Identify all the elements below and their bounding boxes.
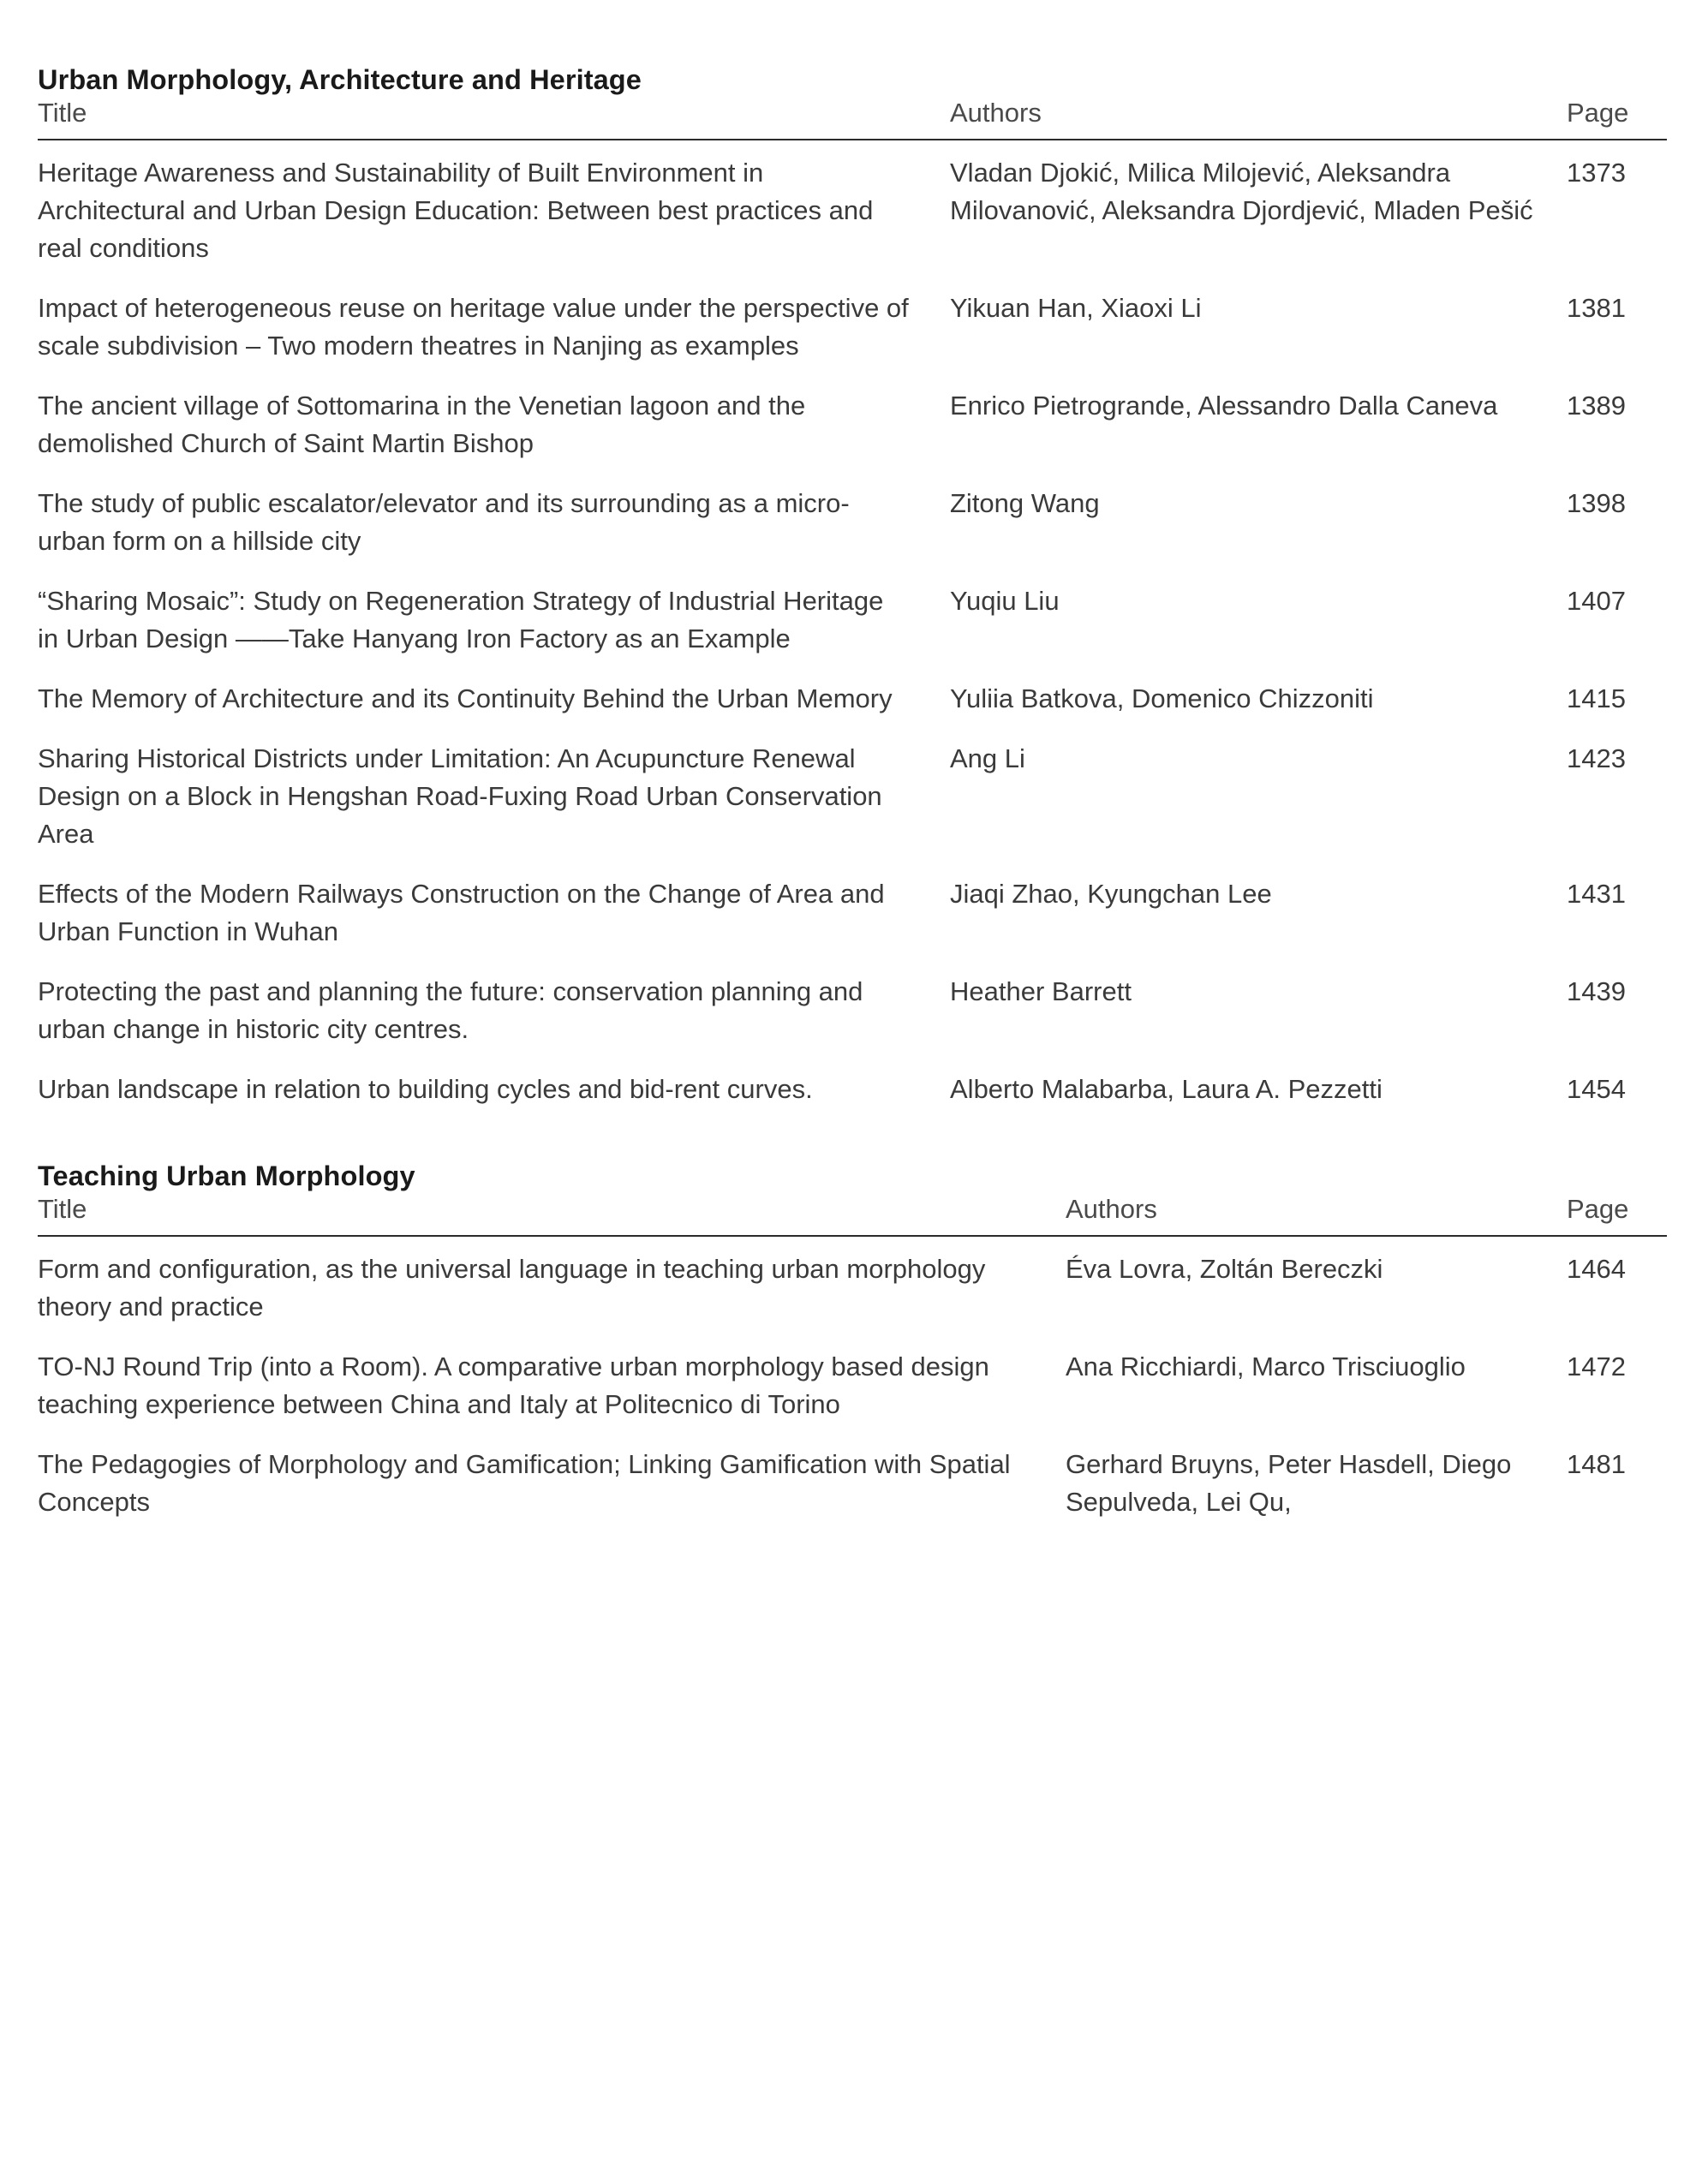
table-row[interactable]	[38, 730, 1667, 865]
table-row[interactable]	[38, 963, 1667, 1060]
table-row[interactable]	[38, 1435, 1667, 1533]
entry-page: 1431	[1567, 878, 1626, 909]
entry-page: 1464	[1567, 1253, 1626, 1284]
table-row[interactable]	[38, 279, 1667, 377]
entry-page: 1398	[1567, 487, 1626, 518]
entry-title[interactable]: Urban landscape in relation to building cycles and bid-rent curves.	[38, 1074, 813, 1105]
section-spacer	[38, 1120, 1667, 1160]
column-header-page: Page	[1567, 97, 1667, 140]
table-row[interactable]	[38, 865, 1667, 963]
entry-title[interactable]: Effects of the Modern Railways Construction on the Change of Area and Urban Function in Wuhan	[38, 878, 885, 946]
entry-title[interactable]: The ancient village of Sottomarina in the Venetian lagoon and the demolished Church of Saint Martin Bishop	[38, 390, 806, 458]
entry-authors: Ang Li	[950, 743, 1025, 773]
entry-title[interactable]: The Memory of Architecture and its Continuity Behind the Urban Memory	[38, 683, 893, 713]
entry-page: 1389	[1567, 390, 1626, 421]
entry-page: 1481	[1567, 1448, 1626, 1479]
entry-page: 1454	[1567, 1074, 1626, 1105]
entry-page: 1423	[1567, 743, 1626, 773]
column-header-authors: Authors	[1066, 1193, 1567, 1236]
entry-authors: Jiaqi Zhao, Kyungchan Lee	[950, 878, 1272, 909]
table-row[interactable]	[38, 670, 1667, 730]
entry-authors: Heather Barrett	[950, 976, 1132, 1007]
entry-authors: Ana Ricchiardi, Marco Trisciuoglio	[1066, 1351, 1466, 1381]
section-urban-morphology-architecture-and-heritage	[38, 0, 1667, 1120]
column-header-title: Title	[38, 1193, 1066, 1236]
column-header-authors: Authors	[950, 97, 1567, 140]
entry-title[interactable]: The Pedagogies of Morphology and Gamification; Linking Gamification with Spatial Concepts	[38, 1448, 1011, 1517]
table-row[interactable]	[38, 572, 1667, 670]
toc-table-section-2	[38, 1193, 1667, 1533]
entry-authors: Yuqiu Liu	[950, 585, 1060, 616]
entry-title[interactable]: Sharing Historical Districts under Limitation: An Acupuncture Renewal Design on a Block in Hengshan Road-Fuxing Road Urban Conservation Area	[38, 743, 882, 849]
table-row[interactable]	[38, 377, 1667, 474]
table-row[interactable]	[38, 140, 1667, 279]
entry-page: 1415	[1567, 683, 1626, 713]
table-row[interactable]	[38, 474, 1667, 572]
entry-title[interactable]: Form and configuration, as the universal language in teaching urban morphology theory and practice	[38, 1253, 986, 1322]
section-heading: Urban Morphology, Architecture and Heritage	[38, 64, 642, 95]
entry-authors: Zitong Wang	[950, 487, 1100, 518]
table-row[interactable]	[38, 1338, 1667, 1435]
entry-title[interactable]: The study of public escalator/elevator and its surrounding as a micro-urban form on a hillside city	[38, 487, 850, 556]
entry-authors: Alberto Malabarba, Laura A. Pezzetti	[950, 1074, 1383, 1105]
section-teaching-urban-morphology	[38, 1160, 1667, 1533]
entry-page: 1381	[1567, 292, 1626, 323]
entry-title[interactable]: Heritage Awareness and Sustainability of Built Environment in Architectural and Urban Design Education: Between best practices and real conditions	[38, 157, 874, 263]
entry-page: 1439	[1567, 976, 1626, 1007]
entry-title[interactable]: Protecting the past and planning the future: conservation planning and urban change in historic city centres.	[38, 976, 863, 1045]
section-heading: Teaching Urban Morphology	[38, 1161, 415, 1192]
entry-page: 1472	[1567, 1351, 1626, 1381]
entry-title[interactable]: “Sharing Mosaic”: Study on Regeneration Strategy of Industrial Heritage in Urban Design ——Take Hanyang Iron Factory as an Example	[38, 585, 884, 653]
entry-authors: Yuliia Batkova, Domenico Chizzoniti	[950, 683, 1374, 713]
toc-table-section-1	[38, 97, 1667, 1120]
entry-authors: Éva Lovra, Zoltán Bereczki	[1066, 1253, 1383, 1284]
table-row[interactable]	[38, 1060, 1667, 1120]
entry-page: 1407	[1567, 585, 1626, 616]
entry-authors: Enrico Pietrogrande, Alessandro Dalla Caneva	[950, 390, 1498, 421]
entry-page: 1373	[1567, 157, 1626, 188]
table-header-row	[38, 97, 1667, 140]
entry-authors: Vladan Djokić, Milica Milojević, Aleksandra Milovanović, Aleksandra Djordjević, Mladen Pešić	[950, 157, 1533, 225]
entry-title[interactable]: Impact of heterogeneous reuse on heritage value under the perspective of scale subdivision – Two modern theatres in Nanjing as examples	[38, 292, 909, 361]
column-header-title: Title	[38, 97, 950, 140]
entry-authors: Gerhard Bruyns, Peter Hasdell, Diego Sepulveda, Lei Qu,	[1066, 1448, 1512, 1517]
entry-title[interactable]: TO-NJ Round Trip (into a Room). A comparative urban morphology based design teaching experience between China and Italy at Politecnico di Torino	[38, 1351, 989, 1419]
table-row[interactable]	[38, 1236, 1667, 1338]
entry-authors: Yikuan Han, Xiaoxi Li	[950, 292, 1202, 323]
table-header-row	[38, 1193, 1667, 1236]
column-header-page: Page	[1567, 1193, 1667, 1236]
